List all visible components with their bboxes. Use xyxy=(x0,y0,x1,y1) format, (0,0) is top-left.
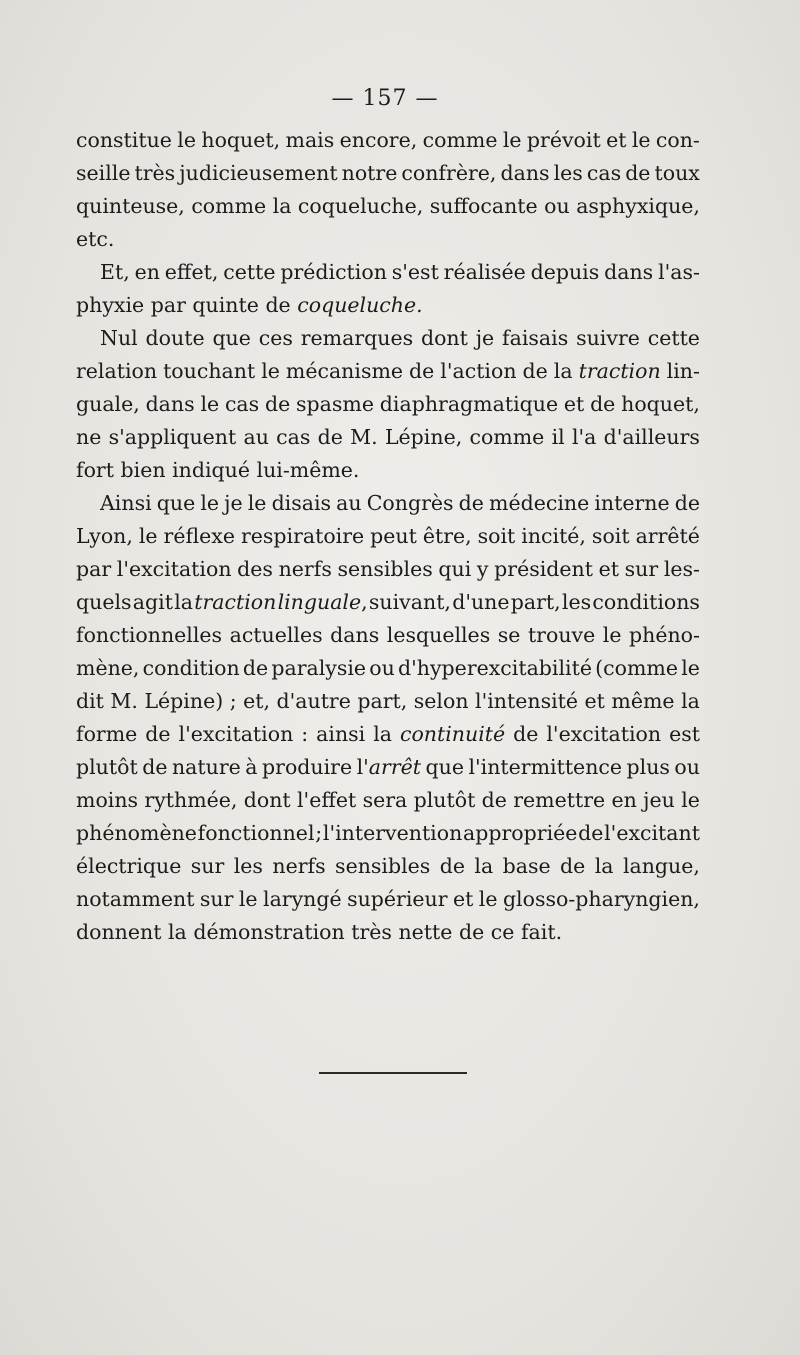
word: se xyxy=(497,623,521,647)
word: dans xyxy=(500,161,550,185)
word: traction xyxy=(578,359,661,383)
word: l'as- xyxy=(658,260,700,284)
word: il xyxy=(551,425,565,449)
word: de xyxy=(264,392,291,416)
word: sur xyxy=(199,887,234,911)
word: ; xyxy=(229,689,237,713)
word: glosso-pharyngien, xyxy=(502,887,700,911)
word: paralysie xyxy=(271,656,367,680)
text-line xyxy=(76,685,700,718)
word: l'action xyxy=(440,359,517,383)
word: de xyxy=(590,392,616,416)
word: ou xyxy=(544,194,570,218)
word: médecine xyxy=(489,491,590,515)
word: forme xyxy=(76,722,138,746)
word: la xyxy=(681,689,700,713)
word: cette xyxy=(647,326,700,350)
word: dont xyxy=(420,326,468,350)
word: que xyxy=(156,491,196,515)
word: : xyxy=(301,722,309,746)
word: de xyxy=(578,821,604,845)
word: sur xyxy=(624,557,659,581)
word: très xyxy=(351,920,392,944)
word: le xyxy=(602,623,622,647)
word: ainsi xyxy=(316,722,366,746)
word: Lyon, xyxy=(76,524,133,548)
word: des xyxy=(237,557,273,581)
word: donnent xyxy=(76,920,162,944)
word: par xyxy=(76,557,112,581)
word: cas xyxy=(276,425,311,449)
word: seille xyxy=(76,161,131,185)
word: je xyxy=(475,326,495,350)
word: ces xyxy=(258,326,293,350)
word: traction xyxy=(194,590,277,614)
word: en xyxy=(611,788,637,812)
word: l'effet xyxy=(297,788,357,812)
word: indiqué xyxy=(172,458,250,482)
word: de xyxy=(317,425,343,449)
word: part, xyxy=(357,689,408,713)
word: dans xyxy=(604,260,654,284)
word: la xyxy=(272,194,292,218)
word: ; xyxy=(315,821,323,845)
text-line xyxy=(76,652,700,685)
body-text xyxy=(76,124,700,949)
word: de xyxy=(145,722,171,746)
word: base xyxy=(502,854,551,878)
word: la xyxy=(373,722,392,746)
word: hoquet, xyxy=(621,392,700,416)
word: y xyxy=(476,557,489,581)
word: M. xyxy=(350,425,378,449)
word: le xyxy=(502,128,522,152)
word: remarques xyxy=(300,326,414,350)
word: le xyxy=(478,887,498,911)
word: l'excitant xyxy=(604,821,700,845)
word: mécanisme xyxy=(285,359,404,383)
word: et xyxy=(563,392,585,416)
word: judicieusement xyxy=(179,161,338,185)
word: de xyxy=(560,854,586,878)
text-line xyxy=(76,256,700,289)
word: dans xyxy=(145,392,195,416)
word: l'intermittence xyxy=(468,755,623,779)
word: cas xyxy=(224,392,260,416)
word: doute xyxy=(145,326,205,350)
word: suivant, xyxy=(368,590,451,614)
word: le xyxy=(177,128,196,152)
word: fonctionnelles xyxy=(76,623,223,647)
word: de xyxy=(625,161,651,185)
word: le xyxy=(138,524,158,548)
word: nerfs xyxy=(272,854,326,878)
word: (comme xyxy=(595,656,679,680)
word: depuis xyxy=(530,260,600,284)
word: jeu xyxy=(643,788,675,812)
word: M. xyxy=(110,689,138,713)
text-line xyxy=(76,520,700,553)
word: et, xyxy=(243,689,271,713)
word: le xyxy=(681,656,700,680)
word: etc. xyxy=(76,227,115,251)
word: par xyxy=(150,293,186,317)
word: dont xyxy=(243,788,291,812)
word: lin- xyxy=(666,359,700,383)
word: la xyxy=(168,920,187,944)
word: hoquet, xyxy=(201,128,281,152)
word: bien xyxy=(120,458,166,482)
word: d'ailleurs xyxy=(603,425,700,449)
text-line xyxy=(76,883,700,916)
word: phyxie xyxy=(76,293,145,317)
word: d'une xyxy=(452,590,510,614)
word: même xyxy=(611,689,675,713)
word: ou xyxy=(369,656,395,680)
text-line xyxy=(76,454,700,487)
word: part, xyxy=(510,590,561,614)
word: d'autre xyxy=(276,689,351,713)
word: ce xyxy=(490,920,515,944)
word: mais xyxy=(285,128,335,152)
word: notamment xyxy=(76,887,195,911)
word: l'arrêt xyxy=(356,755,421,779)
word: de xyxy=(458,920,485,944)
word: lui-même. xyxy=(256,458,360,482)
word: et xyxy=(606,128,627,152)
word: rythmée, xyxy=(144,788,238,812)
word: arrêté xyxy=(635,524,700,548)
word: nette xyxy=(398,920,453,944)
word: effet, xyxy=(164,260,219,284)
word: de xyxy=(674,491,700,515)
word: de xyxy=(513,722,539,746)
word: de xyxy=(481,788,507,812)
word: est xyxy=(669,722,700,746)
word: langue, xyxy=(622,854,700,878)
word: l'intervention xyxy=(322,821,463,845)
word: de xyxy=(439,854,465,878)
word: linguale, xyxy=(277,590,368,614)
word: la xyxy=(474,854,494,878)
word: de xyxy=(522,359,548,383)
word: soit xyxy=(477,524,516,548)
word: conditions xyxy=(592,590,700,614)
word: Congrès xyxy=(366,491,454,515)
word: et xyxy=(598,557,619,581)
word: comme xyxy=(191,194,267,218)
word: appropriée xyxy=(463,821,578,845)
word: con- xyxy=(655,128,700,152)
word: le xyxy=(238,887,258,911)
word: cas xyxy=(586,161,622,185)
word: fait. xyxy=(520,920,563,944)
word: être, xyxy=(422,524,472,548)
text-line xyxy=(76,355,700,388)
word: ou xyxy=(674,755,700,779)
word: respiratoire xyxy=(240,524,365,548)
word: de xyxy=(265,293,291,317)
word: sera xyxy=(362,788,408,812)
word: sensibles xyxy=(337,557,433,581)
word: le xyxy=(200,392,220,416)
word: s'est xyxy=(391,260,439,284)
word: électrique xyxy=(76,854,182,878)
text-line xyxy=(76,124,700,157)
word: président xyxy=(494,557,593,581)
word: et xyxy=(452,887,474,911)
word: qui xyxy=(438,557,472,581)
word: sur xyxy=(190,854,225,878)
word: suivre xyxy=(576,326,640,350)
word: notre xyxy=(341,161,398,185)
word: les xyxy=(233,854,263,878)
word: l'a xyxy=(571,425,597,449)
word: l'excitation xyxy=(178,722,294,746)
word: les- xyxy=(663,557,700,581)
word: dit xyxy=(76,689,104,713)
word: Lépine, xyxy=(384,425,463,449)
word: constitue xyxy=(76,128,172,152)
word: plutôt xyxy=(413,788,476,812)
word: très xyxy=(134,161,176,185)
text-line xyxy=(76,157,700,190)
word: encore, xyxy=(339,128,418,152)
word: démonstration xyxy=(193,920,345,944)
word: diaphragmatique xyxy=(379,392,559,416)
word: continuité xyxy=(399,722,506,746)
word: agit xyxy=(132,590,173,614)
word: toux xyxy=(654,161,700,185)
word: condition xyxy=(142,656,240,680)
word: moins xyxy=(76,788,139,812)
word: que xyxy=(425,755,464,779)
text-line xyxy=(76,322,700,355)
word: le xyxy=(681,788,700,812)
word: les xyxy=(553,161,583,185)
word: nature xyxy=(171,755,241,779)
word: Nul xyxy=(100,326,138,350)
word: trouve xyxy=(527,623,596,647)
text-line xyxy=(76,487,700,520)
word: je xyxy=(224,491,243,515)
word: la xyxy=(594,854,614,878)
text-line xyxy=(76,718,700,751)
word: Lépine) xyxy=(144,689,224,713)
word: Et, xyxy=(100,260,130,284)
word: quinte xyxy=(192,293,259,317)
word: la xyxy=(553,359,573,383)
text-line xyxy=(76,388,700,421)
word: nerfs xyxy=(278,557,332,581)
word: à xyxy=(245,755,258,779)
word: touchant xyxy=(163,359,256,383)
word: l'excitation xyxy=(116,557,232,581)
text-line xyxy=(76,190,700,223)
word: cette xyxy=(223,260,276,284)
word: Ainsi xyxy=(100,491,152,515)
word: fonctionnel xyxy=(197,821,315,845)
word: le xyxy=(247,491,267,515)
word: mène, xyxy=(76,656,140,680)
word: supérieur xyxy=(347,887,448,911)
word: phéno- xyxy=(629,623,700,647)
page-number: — 157 — xyxy=(331,86,439,111)
text-line xyxy=(76,784,700,817)
word: selon xyxy=(413,689,469,713)
word: plutôt xyxy=(76,755,138,779)
word: lesquelles xyxy=(386,623,491,647)
word: en xyxy=(134,260,160,284)
word: relation xyxy=(76,359,158,383)
text-line xyxy=(76,619,700,652)
word: de xyxy=(409,359,435,383)
word: fort xyxy=(76,458,114,482)
word: dans xyxy=(330,623,380,647)
word: au xyxy=(243,425,269,449)
word: laryngé xyxy=(263,887,342,911)
word: soit xyxy=(591,524,630,548)
word: quels xyxy=(76,590,132,614)
text-line xyxy=(76,586,700,619)
word: le xyxy=(261,359,280,383)
word: les xyxy=(561,590,592,614)
word: produire xyxy=(262,755,353,779)
word: plus xyxy=(626,755,670,779)
word: suffocante xyxy=(429,194,538,218)
word: coqueluche. xyxy=(297,293,423,317)
word: de xyxy=(458,491,484,515)
word: remettre xyxy=(513,788,606,812)
text-line xyxy=(76,817,700,850)
word: réalisée xyxy=(443,260,526,284)
word: prédiction xyxy=(280,260,387,284)
word: spasme xyxy=(296,392,374,416)
word: coqueluche, xyxy=(297,194,424,218)
word: de xyxy=(242,656,269,680)
word: asphyxique, xyxy=(576,194,700,218)
word: faisais xyxy=(502,326,569,350)
text-line xyxy=(76,916,700,949)
word: comme xyxy=(422,128,498,152)
word: phénomène xyxy=(76,821,197,845)
word: peut xyxy=(370,524,417,548)
text-line xyxy=(76,553,700,586)
word: incité, xyxy=(521,524,586,548)
text-line xyxy=(76,223,700,256)
text-line xyxy=(76,850,700,883)
word: interne xyxy=(594,491,670,515)
word: que xyxy=(212,326,251,350)
word: l'excitation xyxy=(546,722,662,746)
word: prévoit xyxy=(526,128,601,152)
word: réflexe xyxy=(163,524,235,548)
section-end-rule xyxy=(319,1072,467,1074)
word: actuelles xyxy=(229,623,323,647)
word: comme xyxy=(469,425,545,449)
word: d'hyperexcitabilité xyxy=(398,656,592,680)
word: l'intensité xyxy=(475,689,579,713)
text-line xyxy=(76,751,700,784)
word: la xyxy=(174,590,193,614)
word: le xyxy=(631,128,651,152)
word: disais xyxy=(271,491,332,515)
text-line xyxy=(76,289,700,322)
word: sensibles xyxy=(335,854,431,878)
text-line xyxy=(76,421,700,454)
word: confrère, xyxy=(401,161,497,185)
word: au xyxy=(336,491,362,515)
word: de xyxy=(142,755,168,779)
word: guale, xyxy=(76,392,140,416)
word: s'appliquent xyxy=(108,425,237,449)
word: le xyxy=(200,491,220,515)
word: et xyxy=(584,689,605,713)
word: quinteuse, xyxy=(76,194,185,218)
word: ne xyxy=(76,425,102,449)
